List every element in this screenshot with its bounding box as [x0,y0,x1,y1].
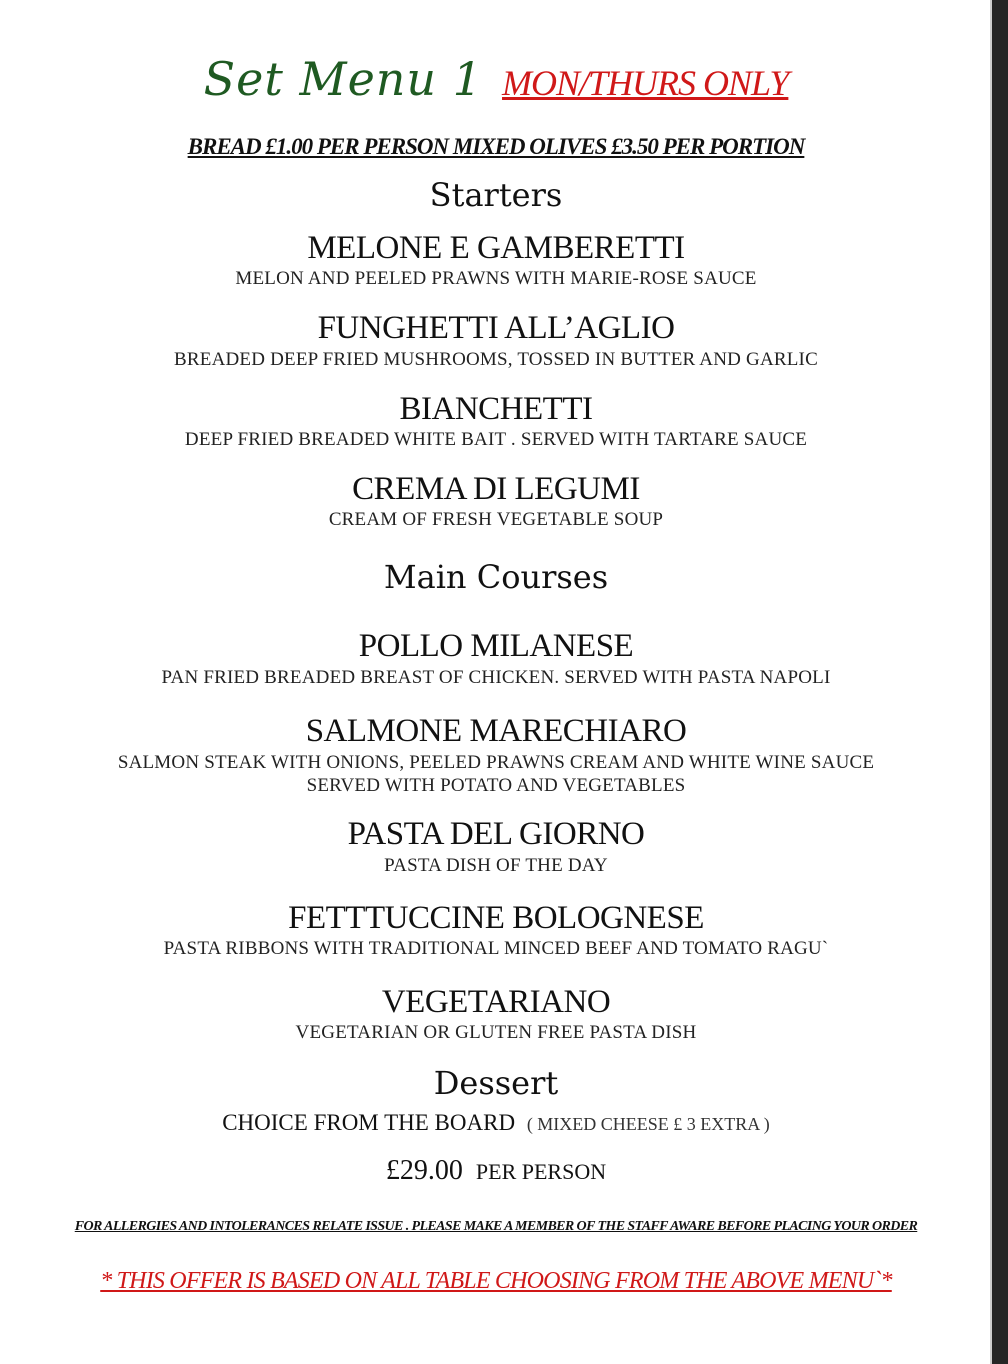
dessert-choice-line [0,1110,992,1136]
dish-description: MELON AND PEELED PRAWNS WITH MARIE-ROSE SAUCE [235,268,757,289]
days-only-label: MON/THURS ONLY [502,63,789,103]
price-unit: PER PERSON [475,1159,607,1184]
dish-description: PAN FRIED BREADED BREAST OF CHICKEN. SERVED WITH PASTA NAPOLI [161,667,831,688]
dish-description: BREADED DEEP FRIED MUSHROOMS, TOSSED IN BUTTER AND GARLIC [174,349,818,370]
dessert-heading: Dessert [433,1064,559,1102]
dish-description: PASTA RIBBONS WITH TRADITIONAL MINCED BEEF AND TOMATO RAGU` [163,938,829,959]
extras-line: BREAD £1.00 PER PERSON MIXED OLIVES £3.50 PER PORTION [187,134,805,159]
menu-title [0,52,992,112]
dish-description: VEGETARIAN OR GLUTEN FREE PASTA DISH [295,1022,697,1043]
dish-name: POLLO MILANESE [358,628,634,664]
dessert-choice: CHOICE FROM THE BOARD [222,1110,516,1135]
dish-description: DEEP FRIED BREADED WHITE BAIT . SERVED WITH TARTARE SAUCE [184,429,808,450]
dessert-extra: ( MIXED CHEESE £ 3 EXTRA ) [526,1114,770,1134]
dish-description: PASTA DISH OF THE DAY [384,855,608,876]
price-amount: £29.00 [385,1155,463,1186]
dish-description: SALMON STEAK WITH ONIONS, PEELED PRAWNS CREAM AND WHITE WINE SAUCE [117,752,875,773]
dish-name: PASTA DEL GIORNO [347,816,645,852]
price-line [0,1155,992,1187]
set-menu-title: Set Menu 1 [203,52,483,106]
dish-name: FETTTUCCINE BOLOGNESE [288,900,704,936]
dish-name: MELONE E GAMBERETTI [307,230,685,266]
dish-description: SERVED WITH POTATO AND VEGETABLES [306,775,686,796]
dish-description: CREAM OF FRESH VEGETABLE SOUP [328,509,664,530]
main-courses-heading: Main Courses [383,558,609,596]
dish-name: FUNGHETTI ALL’AGLIO [317,310,675,346]
dish-name: BIANCHETTI [399,391,593,427]
dish-name: SALMONE MARECHIARO [305,713,687,749]
dish-name: CREMA DI LEGUMI [352,471,640,507]
dish-name: VEGETARIANO [381,984,611,1020]
starters-heading: Starters [429,176,563,214]
allergy-note: FOR ALLERGIES AND INTOLERANCES RELATE ISSUE . PLEASE MAKE A MEMBER OF THE STAFF AWARE BEFORE PLACING YOUR ORDER [74,1219,918,1234]
offer-note: * THIS OFFER IS BASED ON ALL TABLE CHOOSING FROM THE ABOVE MENU`* [100,1268,892,1294]
